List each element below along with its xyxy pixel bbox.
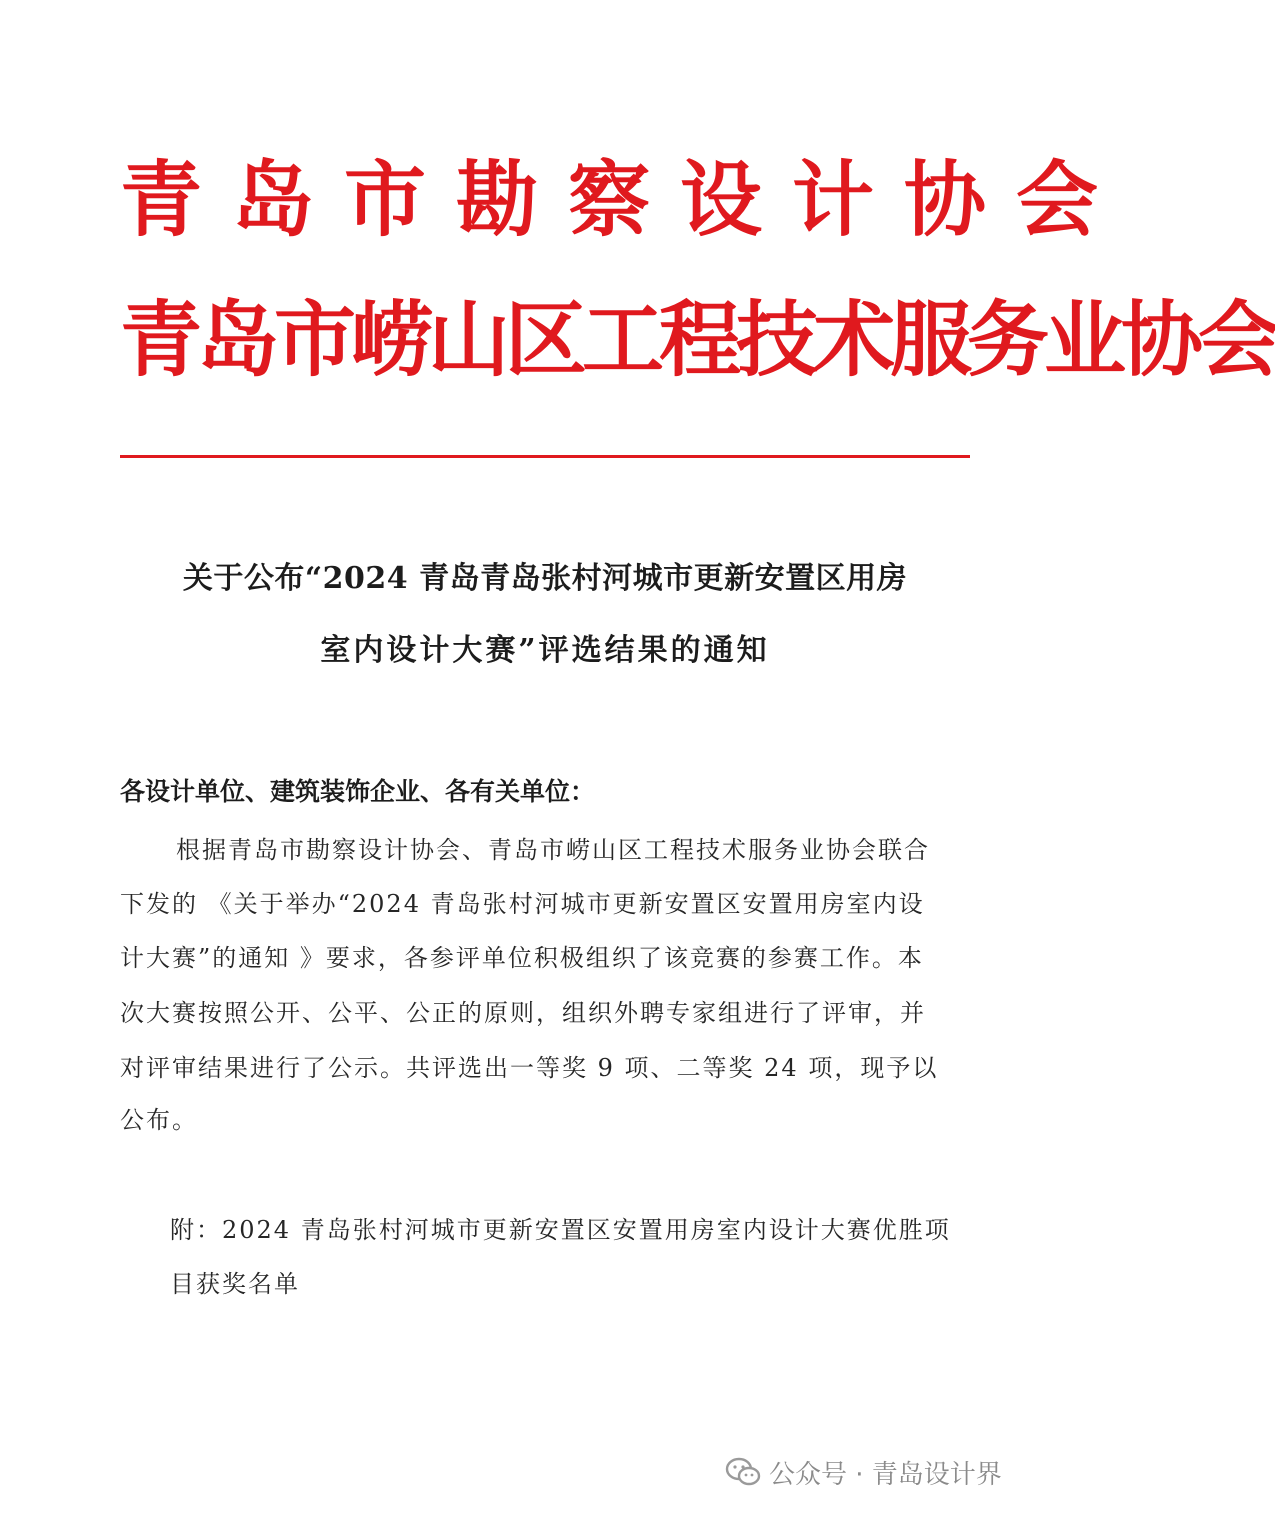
body-line: 公布。 bbox=[120, 1106, 198, 1134]
issuer-name-1: 青岛市勘察设计协会 bbox=[120, 153, 1129, 248]
attachment-line-1: 附：2024 青岛张村河城市更新安置区安置用房室内设计大赛优胜项 bbox=[170, 1216, 951, 1244]
body-line: 对评审结果进行了公示。共评选出一等奖 9 项、二等奖 24 项，现予以 bbox=[120, 1054, 939, 1082]
salutation: 各设计单位、建筑装饰企业、各有关单位： bbox=[120, 777, 596, 806]
body-line: 计大赛”的通知 》要求，各参评单位积极组织了该竞赛的参赛工作。本 bbox=[120, 944, 924, 972]
issuer-name-2: 青岛市崂山区工程技术服务业协会 bbox=[120, 293, 1275, 388]
body-line: 次大赛按照公开、公平、公正的原则，组织外聘专家组进行了评审，并 bbox=[120, 999, 926, 1027]
body-line: 根据青岛市勘察设计协会、青岛市崂山区工程技术服务业协会联合 bbox=[176, 836, 930, 864]
notice-title-line-2: 室内设计大赛”评选结果的通知 bbox=[320, 633, 770, 668]
watermark bbox=[725, 1452, 1002, 1492]
watermark-text: 公众号 · 青岛设计界 bbox=[769, 1459, 1002, 1490]
red-divider bbox=[120, 455, 970, 458]
attachment-line-2: 目获奖名单 bbox=[170, 1270, 300, 1298]
notice-title-line-1: 关于公布“2024 青岛青岛张村河城市更新安置区用房 bbox=[182, 561, 908, 596]
wechat-icon bbox=[725, 1457, 761, 1487]
body-line: 下发的 《关于举办“2024 青岛张村河城市更新安置区安置用房室内设 bbox=[120, 890, 925, 918]
